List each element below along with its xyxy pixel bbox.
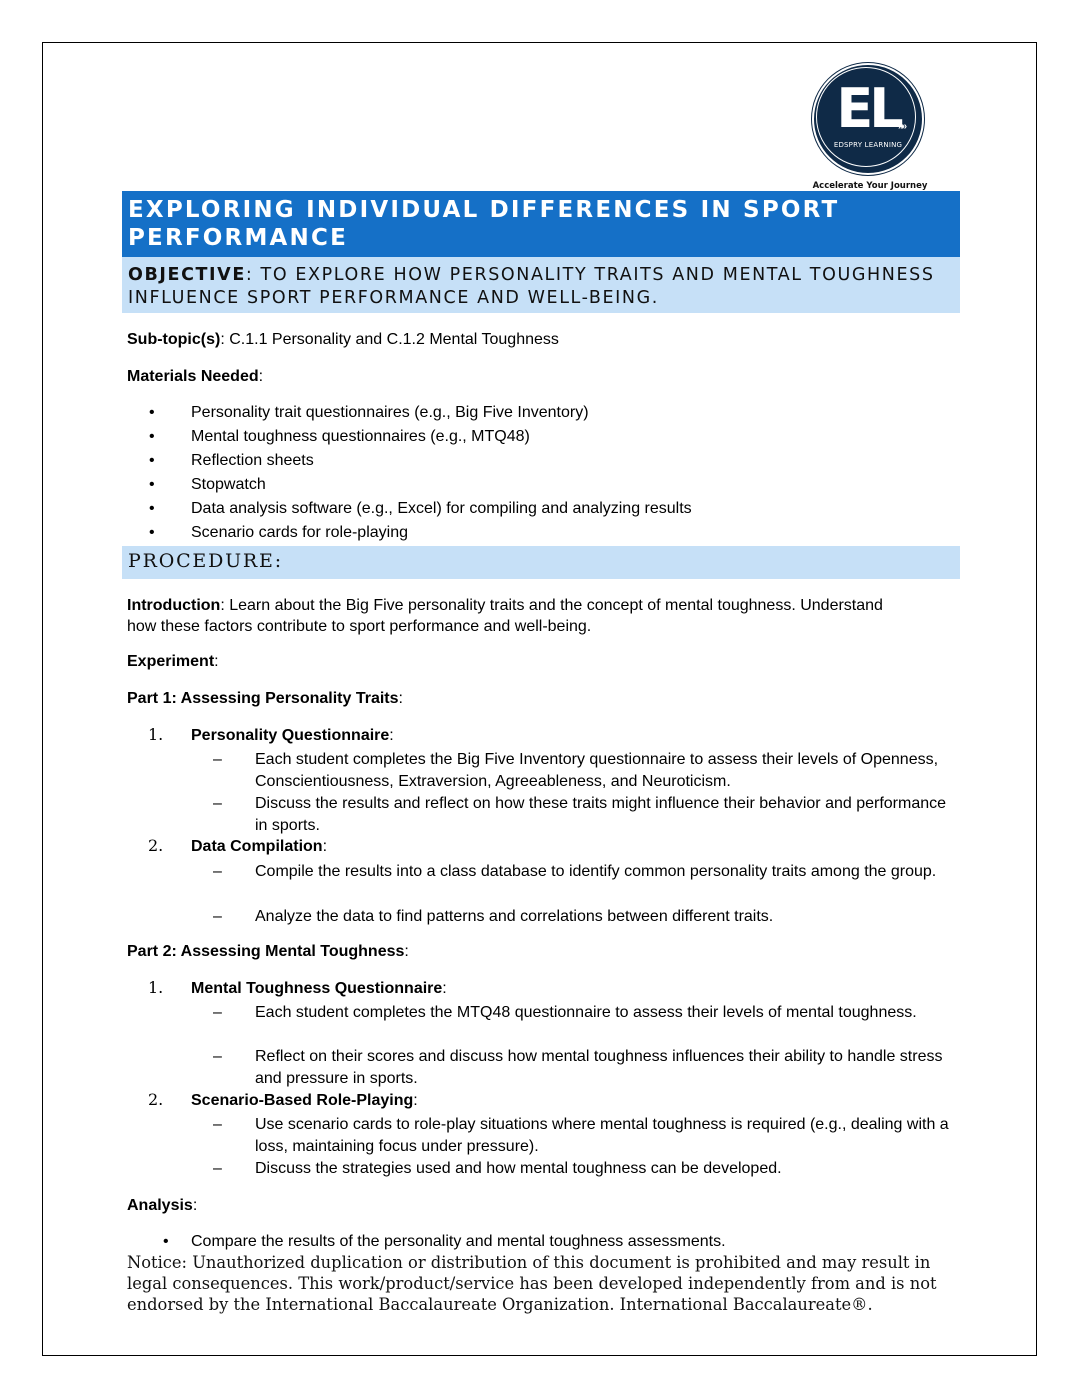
step-label: Data Compilation: [191, 838, 323, 855]
bullet-icon: •: [163, 1233, 169, 1250]
introduction-label: Introduction: [127, 597, 221, 614]
colon: :: [258, 368, 264, 385]
colon: :: [192, 1197, 198, 1214]
bullet-icon: •: [149, 476, 155, 493]
colon: :: [214, 653, 219, 670]
step-label: Scenario-Based Role-Playing: [191, 1092, 414, 1109]
logo-arrows-icon: »»: [898, 121, 906, 132]
sub-text: Use scenario cards to role-play situations where mental toughness is required (e.g., dealing with a loss, maintaining focus under pressure).: [255, 1116, 949, 1155]
step-number: 2.: [148, 836, 164, 855]
objective-text: : TO EXPLORE HOW PERSONALITY TRAITS AND MENTAL TOUGHNESS INFLUENCE SPORT PERFORMANCE AND WELL-BEING.: [128, 265, 935, 308]
sub-text: Each student completes the MTQ48 questionnaire to assess their levels of mental toughness.: [255, 1004, 917, 1021]
part2-heading: [127, 942, 957, 963]
analysis-item-text: Compare the results of the personality and mental toughness assessments.: [191, 1233, 726, 1250]
analysis-heading: [127, 1196, 957, 1217]
dash-icon: –: [213, 908, 222, 925]
introduction-text: : Learn about the Big Five personality traits and the concept of mental toughness. Understand how these factors contribute to sport performance and well-being.: [127, 597, 883, 635]
sub-text: Discuss the strategies used and how mental toughness can be developed.: [255, 1160, 782, 1177]
sub-text: Analyze the data to find patterns and correlations between different traits.: [255, 908, 774, 925]
dash-icon: –: [213, 1048, 222, 1065]
step-label: Mental Toughness Questionnaire: [191, 980, 443, 997]
step-number: 2.: [148, 1090, 164, 1109]
bullet-icon: •: [149, 452, 155, 469]
objective-banner: [122, 257, 960, 313]
part1-label: Part 1: Assessing Personality Traits: [127, 690, 399, 707]
dash-icon: –: [213, 1116, 222, 1133]
bullet-icon: •: [149, 404, 155, 421]
subtopics: [127, 330, 957, 351]
part1-heading: [127, 689, 957, 710]
objective-label: OBJECTIVE: [128, 265, 246, 285]
subtopics-label: Sub-topic(s): [127, 331, 221, 348]
bullet-icon: •: [149, 524, 155, 541]
analysis-label: Analysis: [127, 1197, 193, 1214]
document-title: EXPLORING INDIVIDUAL DIFFERENCES IN SPORT PERFORMANCE: [128, 197, 840, 251]
logo-letters: EL: [836, 77, 900, 140]
objective: [128, 264, 948, 310]
bullet-icon: •: [149, 428, 155, 445]
step-title: [191, 837, 327, 858]
step-title: [191, 979, 447, 1000]
colon: :: [404, 943, 409, 960]
materials-item-text: Mental toughness questionnaires (e.g., MTQ48): [191, 428, 530, 445]
dash-icon: –: [213, 795, 222, 812]
introduction: [127, 596, 887, 637]
colon: :: [413, 1092, 418, 1109]
procedure-heading: PROCEDURE:: [128, 550, 283, 572]
subtopics-text: : C.1.1 Personality and C.1.2 Mental Toughness: [220, 331, 559, 348]
step-label: Personality Questionnaire: [191, 727, 390, 744]
materials-item-text: Personality trait questionnaires (e.g., Big Five Inventory): [191, 404, 589, 421]
dash-icon: –: [213, 863, 222, 880]
step-title: [191, 1091, 418, 1112]
sub-text: Each student completes the Big Five Inventory questionnaire to assess their levels of Openness, Conscientiousness, Extraversion, Agreeableness, and Neuroticism.: [255, 751, 939, 790]
dash-icon: –: [213, 1004, 222, 1021]
step-title: [191, 726, 394, 747]
materials-item-text: Scenario cards for role-playing: [191, 524, 408, 541]
sub-text: Discuss the results and reflect on how these traits might influence their behavior and performance in sports.: [255, 795, 947, 834]
part2-label: Part 2: Assessing Mental Toughness: [127, 943, 405, 960]
experiment-heading: [127, 652, 957, 673]
logo-tagline: Accelerate Your Journey: [812, 181, 928, 191]
sub-text: Reflect on their scores and discuss how mental toughness influences their ability to handle stress and pressure in sports.: [255, 1048, 943, 1087]
materials-item-text: Reflection sheets: [191, 452, 314, 469]
sub-text: Compile the results into a class database to identify common personality traits among the group.: [255, 863, 937, 880]
materials-item-text: Stopwatch: [191, 476, 266, 493]
materials-label: Materials Needed: [127, 368, 259, 385]
colon: :: [389, 727, 394, 744]
step-number: 1.: [148, 978, 164, 997]
dash-icon: –: [213, 751, 222, 768]
edspry-logo: [812, 63, 924, 175]
title-banner: [122, 191, 960, 257]
procedure-banner: [122, 546, 960, 579]
materials-heading: [127, 367, 957, 388]
bullet-icon: •: [149, 500, 155, 517]
logo-name: EDSPRY LEARNING: [833, 141, 903, 149]
legal-notice: Notice: Unauthorized duplication or distribution of this document is prohibited and may result in legal consequences. This work/product/service has been developed independently from and is not endorsed by the International Baccalaureate Organization. International Baccalaureate®.: [127, 1253, 937, 1314]
experiment-label: Experiment: [127, 653, 215, 670]
step-number: 1.: [148, 725, 164, 744]
dash-icon: –: [213, 1160, 222, 1177]
colon: :: [398, 690, 403, 707]
colon: :: [442, 980, 447, 997]
materials-item-text: Data analysis software (e.g., Excel) for compiling and analyzing results: [191, 500, 692, 517]
colon: :: [322, 838, 328, 855]
